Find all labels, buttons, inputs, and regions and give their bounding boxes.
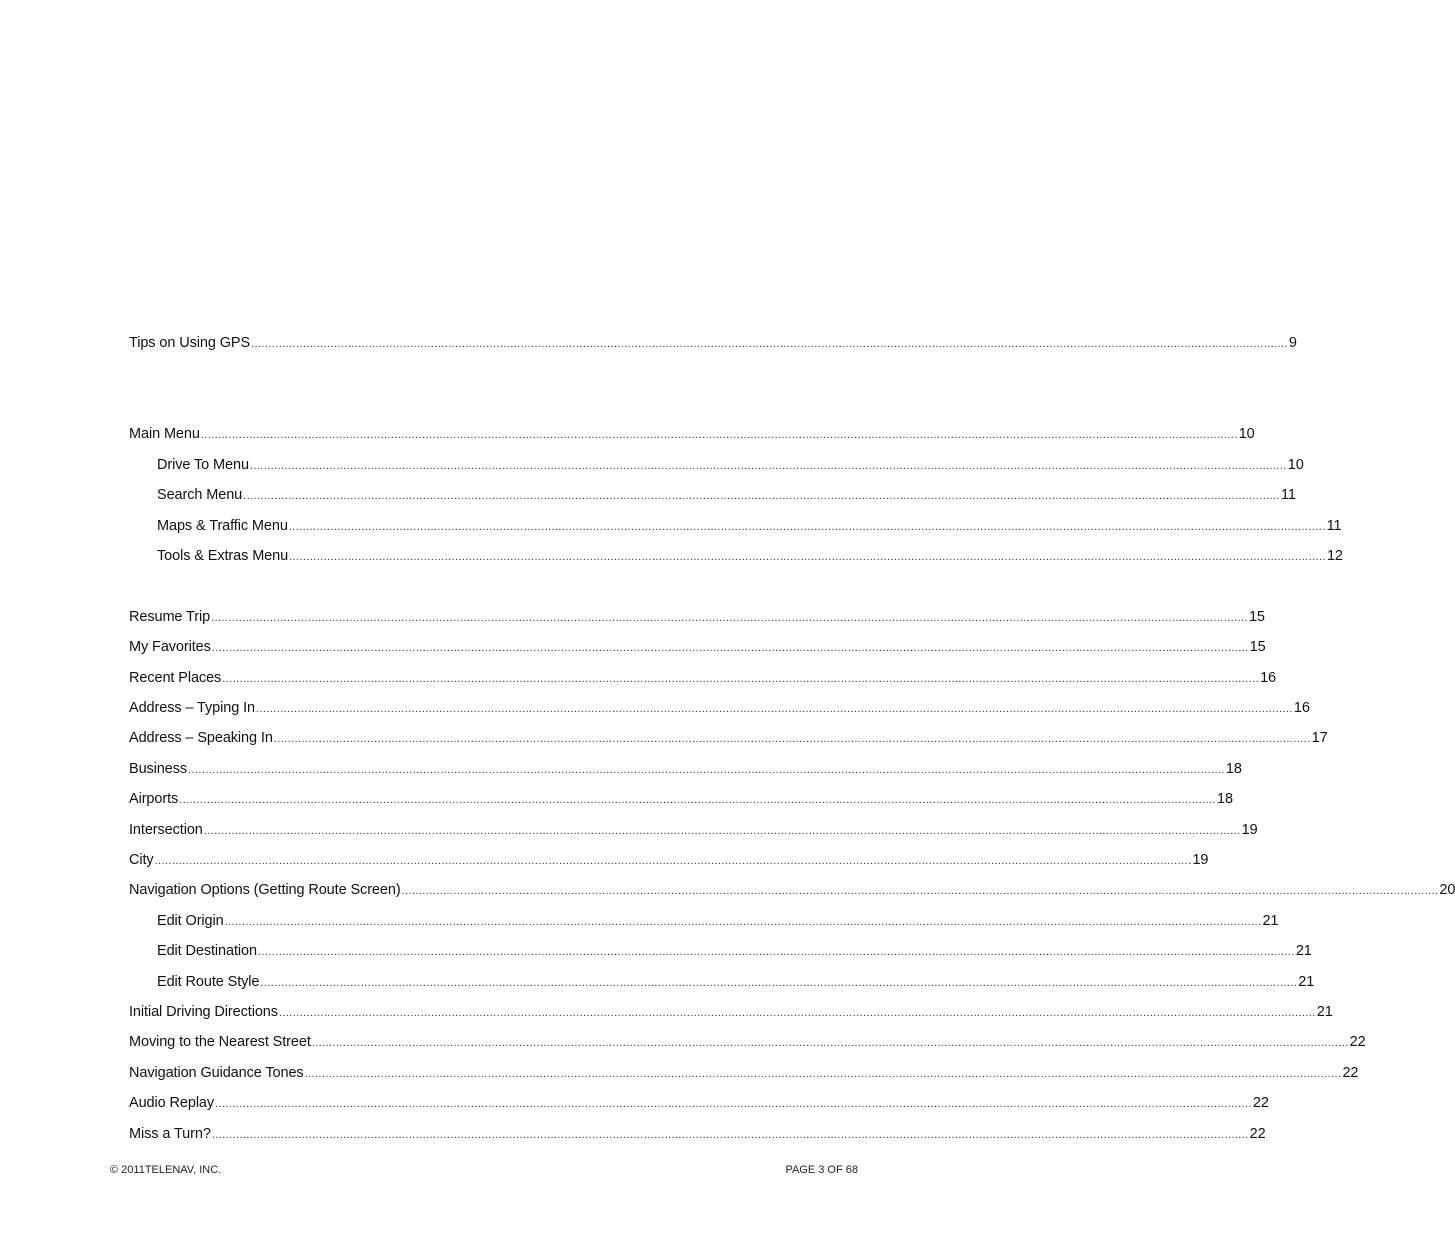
toc-entry-title: Resume Trip bbox=[129, 609, 211, 625]
toc-entry-title: Audio Replay bbox=[129, 1095, 215, 1111]
toc-entry-page: 20 bbox=[1439, 882, 1455, 898]
toc-entry-title: Address – Typing In bbox=[129, 700, 255, 716]
toc-leader-dots: ............................................................................................................................................................................................................................................................................................................ bbox=[304, 1068, 1342, 1080]
toc-leader-dots: ............................................................................................................................................................................................................................................................................................................ bbox=[288, 521, 1326, 533]
toc-entry-page: 9 bbox=[1288, 335, 1297, 351]
toc-entry-title: Search Menu bbox=[157, 487, 243, 503]
toc-entry[interactable] bbox=[129, 607, 1265, 627]
toc-entry-title: Maps & Traffic Menu bbox=[157, 518, 288, 534]
toc-leader-dots: ............................................................................................................................................................................................................................................................................................................ bbox=[401, 885, 1439, 897]
toc-leader-dots: ............................................................................................................................................................................................................................................................................................................ bbox=[211, 612, 1248, 624]
toc-leader-dots: ............................................................................................................................................................................................................................................................................................................ bbox=[222, 673, 1260, 685]
toc-entry-title: My Favorites bbox=[129, 639, 211, 655]
toc-entry-page: 16 bbox=[1293, 700, 1310, 716]
toc-leader-dots: ............................................................................................................................................................................................................................................................................................................ bbox=[154, 855, 1192, 867]
toc-entry-title: Drive To Menu bbox=[157, 457, 249, 473]
toc-leader-dots: ............................................................................................................................................................................................................................................................................................................ bbox=[203, 825, 1241, 837]
toc-entry-title: Navigation Guidance Tones bbox=[129, 1065, 304, 1081]
toc-entry[interactable] bbox=[129, 668, 1276, 688]
toc-entry-title: Airports bbox=[129, 791, 179, 807]
toc-entry-page: 22 bbox=[1249, 1126, 1266, 1142]
toc-entry-title: Recent Places bbox=[129, 670, 222, 686]
toc-leader-dots: ............................................................................................................................................................................................................................................................................................................ bbox=[311, 1037, 1349, 1049]
toc-entry[interactable] bbox=[129, 789, 1233, 809]
toc-entry-page: 10 bbox=[1238, 426, 1255, 442]
toc-entry[interactable] bbox=[129, 728, 1328, 748]
toc-entry-page: 17 bbox=[1311, 730, 1328, 746]
toc-entry[interactable] bbox=[129, 424, 1255, 444]
toc-leader-dots: ............................................................................................................................................................................................................................................................................................................ bbox=[200, 429, 1238, 441]
toc-leader-dots: ............................................................................................................................................................................................................................................................................................................ bbox=[249, 460, 1287, 472]
toc-entry-page: 21 bbox=[1316, 1004, 1333, 1020]
toc-leader-dots: ............................................................................................................................................................................................................................................................................................................ bbox=[179, 794, 1217, 806]
toc-entry-page: 22 bbox=[1342, 1065, 1359, 1081]
toc-entry-page: 22 bbox=[1349, 1034, 1366, 1050]
toc-entry-title: Edit Route Style bbox=[157, 974, 260, 990]
toc-entry-title: Miss a Turn? bbox=[129, 1126, 211, 1142]
toc-entry[interactable] bbox=[129, 333, 1297, 353]
toc-entry-page: 21 bbox=[1262, 913, 1279, 929]
toc-entry-page: 12 bbox=[1326, 548, 1343, 564]
toc-entry[interactable] bbox=[157, 546, 1343, 566]
toc-entry[interactable] bbox=[129, 1093, 1269, 1113]
toc-leader-dots: ............................................................................................................................................................................................................................................................................................................ bbox=[211, 642, 1249, 654]
toc-entry[interactable] bbox=[129, 880, 1455, 900]
toc-entry-title: Intersection bbox=[129, 822, 203, 838]
toc-leader-dots: ............................................................................................................................................................................................................................................................................................................ bbox=[188, 764, 1225, 776]
toc-entry-title: Initial Driving Directions bbox=[129, 1004, 278, 1020]
toc-entry[interactable] bbox=[157, 516, 1342, 536]
toc-entry[interactable] bbox=[157, 972, 1315, 992]
toc-leader-dots: ............................................................................................................................................................................................................................................................................................................ bbox=[251, 338, 1288, 350]
toc-leader-dots: ............................................................................................................................................................................................................................................................................................................ bbox=[289, 551, 1326, 563]
toc-entry-page: 22 bbox=[1252, 1095, 1269, 1111]
toc-entry-page: 18 bbox=[1225, 761, 1242, 777]
toc-leader-dots: ............................................................................................................................................................................................................................................................................................................ bbox=[256, 703, 1293, 715]
toc-leader-dots: ............................................................................................................................................................................................................................................................................................................ bbox=[224, 916, 1262, 928]
toc-leader-dots: ............................................................................................................................................................................................................................................................................................................ bbox=[257, 946, 1295, 958]
toc-entry-page: 21 bbox=[1295, 943, 1312, 959]
footer-copyright: © 2011TELENAV, INC. bbox=[110, 1164, 222, 1176]
toc-entry[interactable] bbox=[129, 1002, 1333, 1022]
toc-entry[interactable] bbox=[129, 850, 1209, 870]
toc-entry[interactable] bbox=[129, 1124, 1266, 1144]
toc-leader-dots: ............................................................................................................................................................................................................................................................................................................ bbox=[215, 1098, 1252, 1110]
toc-entry[interactable] bbox=[129, 637, 1266, 657]
toc-entry[interactable] bbox=[129, 698, 1310, 718]
toc-entry-title: Edit Origin bbox=[157, 913, 224, 929]
toc-entry-page: 15 bbox=[1249, 639, 1266, 655]
toc-leader-dots: ............................................................................................................................................................................................................................................................................................................ bbox=[243, 490, 1281, 502]
toc-entry-page: 18 bbox=[1217, 791, 1233, 807]
toc-entry[interactable] bbox=[129, 820, 1258, 840]
toc-entry-page: 15 bbox=[1248, 609, 1265, 625]
toc-leader-dots: ............................................................................................................................................................................................................................................................................................................ bbox=[273, 733, 1311, 745]
toc-leader-dots: ............................................................................................................................................................................................................................................................................................................ bbox=[211, 1129, 1249, 1141]
footer-page-number: PAGE 3 OF 68 bbox=[785, 1164, 858, 1176]
toc-entry[interactable] bbox=[157, 455, 1304, 475]
toc-entry-title: Tools & Extras Menu bbox=[157, 548, 289, 564]
toc-entry-page: 19 bbox=[1241, 822, 1258, 838]
toc-entry-title: Main Menu bbox=[129, 426, 200, 442]
toc-entry[interactable] bbox=[157, 911, 1279, 931]
toc-leader-dots: ............................................................................................................................................................................................................................................................................................................ bbox=[260, 977, 1298, 989]
toc-entry-page: 21 bbox=[1298, 974, 1315, 990]
toc-entry-title: Moving to the Nearest Street bbox=[129, 1034, 311, 1050]
toc-entry-title: Business bbox=[129, 761, 188, 777]
toc-leader-dots: ............................................................................................................................................................................................................................................................................................................ bbox=[278, 1007, 1316, 1019]
toc-entry-page: 19 bbox=[1192, 852, 1209, 868]
toc-entry-page: 10 bbox=[1287, 457, 1304, 473]
toc-entry-title: Tips on Using GPS bbox=[129, 335, 251, 351]
toc-entry[interactable] bbox=[129, 1063, 1359, 1083]
toc-entry-title: Address – Speaking In bbox=[129, 730, 273, 746]
toc-entry[interactable] bbox=[157, 485, 1296, 505]
toc-entry-title: Edit Destination bbox=[157, 943, 257, 959]
toc-entry[interactable] bbox=[157, 941, 1312, 961]
toc-entry-page: 16 bbox=[1260, 670, 1276, 686]
toc-entry[interactable] bbox=[129, 759, 1242, 779]
toc-entry-page: 11 bbox=[1326, 518, 1342, 534]
toc-entry-page: 11 bbox=[1281, 487, 1296, 503]
toc-entry-title: City bbox=[129, 852, 154, 868]
toc-entry-title: Navigation Options (Getting Route Screen) bbox=[129, 882, 401, 898]
toc-entry[interactable] bbox=[129, 1032, 1366, 1052]
